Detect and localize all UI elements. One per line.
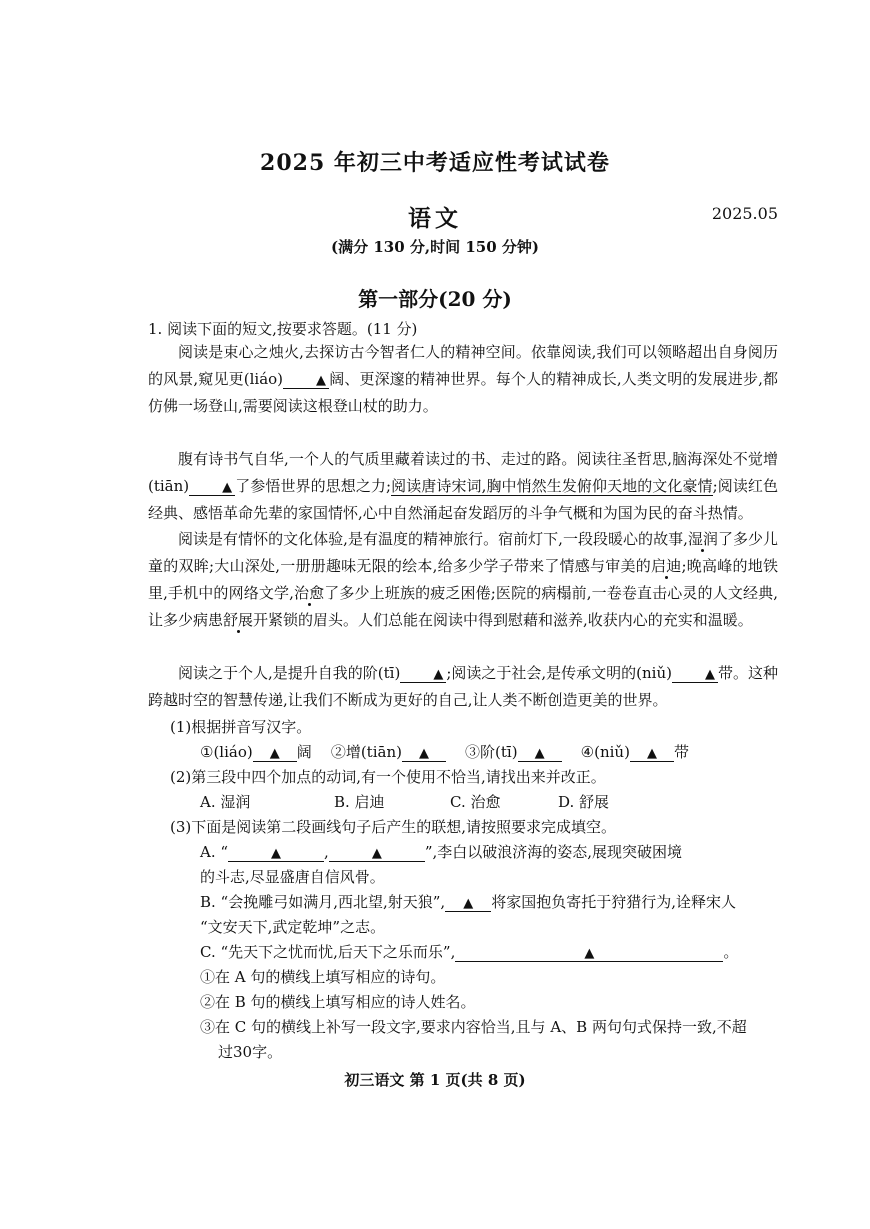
option-d: D. 舒展	[558, 793, 610, 811]
item-c: C. “先天下之忧而忧,后天下之乐而乐”, ▲ 。	[200, 943, 739, 961]
instruction-3-continued: 过30字。	[218, 1043, 283, 1061]
instruction-2: ②在 B 句的横线上填写相应的诗人姓名。	[200, 993, 476, 1011]
answer-blank-2[interactable]: ▲	[402, 746, 446, 762]
item-a: A. “ ▲ , ▲ ”,李白以破浪济海的姿态,展现突破困境	[200, 843, 683, 861]
blank-liao[interactable]: ▲	[283, 373, 329, 389]
sub-question-2: (2)第三段中四个加点的动词,有一个使用不恰当,请找出来并改正。	[170, 768, 606, 786]
score-time-info: (满分 130 分,时间 150 分钟)	[331, 238, 539, 256]
sub-question-3: (3)下面是阅读第二段画线句子后产生的联想,请按照要求完成填空。	[170, 818, 617, 836]
passage-paragraph-3: 阅读是有情怀的文化体验,是有温度的精神旅行。宿前灯下,一段段暖心的故事,湿润了多少儿童的双眸;大山深处,一册册趣味无限的绘本,给多少学子带来了情感与审美的启迪;晚高峰的地铁里,手机中的网络文学,治愈了多少上班族的疲乏困倦;医院的病榻前,一卷卷直击心灵的人文经典,让多少病患舒展开紧锁的眉头。人们总能在阅读中得到慰藉和滋养,收获内心的充实和温暖。	[148, 530, 778, 629]
blank-niu[interactable]: ▲	[672, 667, 718, 683]
item-b: B. “会挽雕弓如满月,西北望,射天狼”, ▲ 将家国抱负寄托于狩猎行为,诠释宋人	[200, 893, 736, 911]
dotted-word-1: 湿润	[687, 530, 718, 548]
item-b-continued: “文安天下,武定乾坤”之志。	[200, 918, 386, 936]
passage-paragraph-2: 腹有诗书气自华,一个人的气质里藏着读过的书、走过的路。阅读往圣哲思,脑海深处不觉增(tiān) ▲ 了参悟世界的思想之力;阅读唐诗宋词,胸中悄然生发俯仰天地的文化豪情;阅读红色经典、感悟革命先辈的家国情怀,心中自然涌起奋发蹈厉的斗争气概和为国为民的奋斗热情。	[148, 450, 778, 522]
blank-tian[interactable]: ▲	[189, 480, 235, 496]
answer-blank-1[interactable]: ▲	[253, 746, 297, 762]
blank-ti[interactable]: ▲	[400, 667, 446, 683]
subject-title: 语文	[408, 205, 462, 232]
dotted-word-2: 启迪	[651, 557, 682, 575]
option-c: C. 治愈	[450, 793, 501, 811]
answer-blank-3[interactable]: ▲	[518, 746, 562, 762]
option-a: A. 湿润	[200, 793, 251, 811]
instruction-1: ①在 A 句的横线上填写相应的诗句。	[200, 968, 446, 986]
sentence-blank-c[interactable]: ▲	[455, 946, 723, 962]
poet-name-blank[interactable]: ▲	[445, 896, 491, 912]
underlined-sentence: 阅读唐诗宋词,胸中悄然生发俯仰天地的文化豪情	[391, 477, 713, 495]
passage-paragraph-4: 阅读之于个人,是提升自我的阶(tī) ▲ ;阅读之于社会,是传承文明的(niǔ) ▲ 带。这种跨越时空的智慧传递,让我们不断成为更好的自己,让人类不断创造更美的世界。	[148, 664, 778, 709]
passage-paragraph-1: 阅读是束心之烛火,去探访古今智者仁人的精神空间。依靠阅读,我们可以领略超出自身阅历的风景,窥见更(liáo) ▲ 阔、更深邃的精神世界。每个人的精神成长,人类文明的发展进步,都仿佛一场登山,需要阅读这根登山杖的助力。	[148, 343, 778, 415]
sub-question-1-items: ①(liáo) ▲ 阔 ②增(tiān) ▲ ③阶(tī) ▲ ④(niǔ) ▲ 带	[200, 743, 689, 761]
option-b: B. 启迪	[334, 793, 385, 811]
poem-blank-a2[interactable]: ▲	[329, 846, 425, 862]
page-footer: 初三语文 第 1 页(共 8 页)	[344, 1071, 526, 1089]
sub-question-1: (1)根据拼音写汉字。	[170, 718, 312, 736]
poem-blank-a1[interactable]: ▲	[228, 846, 324, 862]
answer-blank-4[interactable]: ▲	[630, 746, 674, 762]
item-a-continued: 的斗志,尽显盛唐自信风骨。	[200, 868, 385, 886]
exam-title: 2025 年初三中考适应性考试试卷	[260, 150, 610, 176]
dotted-word-4: 舒展	[223, 611, 254, 629]
instruction-3: ③在 C 句的横线上补写一段文字,要求内容恰当,且与 A、B 两句句式保持一致,不超	[200, 1018, 747, 1036]
question-1-title: 1. 阅读下面的短文,按要求答题。(11 分)	[148, 320, 418, 338]
part-heading: 第一部分(20 分)	[358, 287, 512, 311]
exam-date: 2025.05	[711, 204, 778, 223]
dotted-word-3: 治愈	[293, 584, 325, 602]
